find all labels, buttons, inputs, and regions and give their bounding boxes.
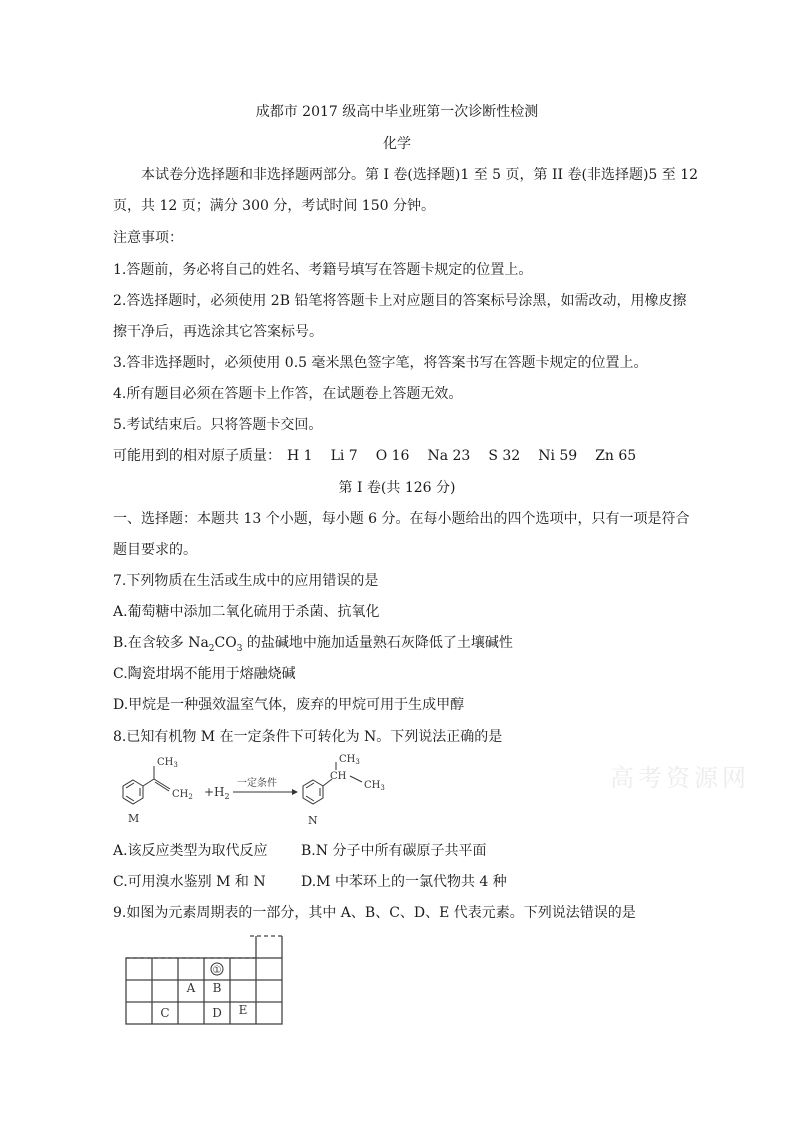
bond (154, 779, 170, 789)
arrow-head (292, 789, 298, 795)
notes-heading: 注意事项： (113, 230, 183, 246)
reaction-condition: 一定条件 (237, 778, 277, 789)
q7-b-text: B.在含较多 Na (113, 635, 209, 651)
note-3: 3.答非选择题时，必须使用 0.5 毫米黑色签字笔，将答案书写在答题卡规定的位置上。 (113, 355, 648, 371)
bond (143, 779, 154, 786)
q9-stem: 9.如图为元素周期表的一部分，其中 A、B、C、D、E 代表元素。下列说法错误的是 (113, 905, 636, 921)
q7-b-text: CO (214, 635, 237, 651)
molecule-m (123, 766, 170, 804)
atomic-mass-line (113, 446, 654, 466)
section-instruction-2: 题目要求的。 (113, 542, 197, 558)
exam-title: 成都市 2017 级高中毕业班第一次诊断性检测 (255, 104, 539, 120)
q7-option-a: A.葡萄糖中添加二氧化硫用于杀菌、抗氧化 (113, 604, 380, 620)
atomic-mass-item: S 32 (488, 448, 521, 464)
cell-b: B (212, 981, 222, 995)
section-instruction-1: 一、选择题：本题共 13 个小题，每小题 6 分。在每小题给出的四个选项中，只有一项是符合 (113, 511, 690, 527)
ch2-label: $CH_2$ (172, 789, 193, 801)
q8-stem: 8.已知有机物 M 在一定条件下可转化为 N。下列说法正确的是 (113, 729, 503, 745)
atomic-mass-item: O 16 (375, 448, 410, 464)
atomic-mass-item: Na 23 (427, 448, 471, 464)
ch3-label: $CH_3$ (157, 757, 178, 769)
atomic-mass-item: Ni 59 (538, 448, 578, 464)
q7-option-b (113, 633, 513, 659)
subject-title: 化学 (383, 136, 411, 152)
ch-label: CH (330, 771, 347, 782)
subscript: 3 (236, 643, 243, 654)
label-n: N (308, 814, 318, 827)
periodic-table-fragment (120, 930, 290, 1030)
q7-b-text: 的盐碱地中施加适量熟石灰降低了土壤碱性 (242, 635, 513, 651)
atomic-mass-item: H 1 (287, 448, 313, 464)
cell-d: D (212, 1006, 222, 1020)
note-1: 1.答题前，务必将自己的姓名、考籍号填写在答题卡规定的位置上。 (113, 262, 533, 278)
cell-c: C (160, 1006, 170, 1020)
reaction-scheme (110, 752, 410, 832)
subscript: 2 (208, 643, 215, 654)
q7-stem: 7.下列物质在生活或生成中的应用错误的是 (113, 573, 379, 589)
plus-h2: $+H_2$ (204, 785, 230, 801)
ch3-label: $CH_3$ (339, 754, 360, 766)
q8-option-c: C.可用溴水鉴别 M 和 N (113, 874, 266, 890)
molecule-n (303, 762, 362, 804)
section-title: 第 I 卷(共 126 分) (338, 480, 456, 496)
note-5: 5.考试结束后。只将答题卡交回。 (113, 417, 323, 433)
cell-e: E (238, 1003, 248, 1017)
q8-option-d: D.M 中苯环上的一氯代物共 4 种 (301, 874, 507, 890)
q7-option-c: C.陶瓷坩埚不能用于熔融烧碱 (113, 666, 296, 682)
cell-marker-1: ① (212, 965, 222, 976)
q8-option-b: B.N 分子中所有碳原子共平面 (301, 843, 487, 859)
atomic-mass-item: Li 7 (330, 448, 358, 464)
watermark: 高考资源网 (610, 764, 750, 792)
atomic-mass-item: Zn 65 (595, 448, 637, 464)
note-2a: 2.答选择题时，必须使用 2B 铅笔将答题卡上对应题目的答案标号涂黑，如需改动，用橡皮擦 (113, 293, 687, 309)
note-4: 4.所有题目必须在答题卡上作答，在试题卷上答题无效。 (113, 386, 463, 402)
intro-line-2: 页，共 12 页；满分 300 分，考试时间 150 分钟。 (113, 198, 435, 214)
atomic-mass-label: 可能用到的相对原子质量： (113, 448, 281, 464)
intro-line-1: 本试卷分选择题和非选择题两部分。第 I 卷(选择题)1 至 5 页，第 II 卷(非选择题)5 至 12 (141, 167, 699, 183)
q8-option-a: A.该反应类型为取代反应 (113, 843, 268, 859)
q7-option-d: D.甲烷是一种强效温室气体，废弃的甲烷可用于生成甲醇 (113, 697, 465, 713)
note-2b: 擦干净后，再选涂其它答案标号。 (113, 324, 323, 340)
cell-a: A (186, 981, 196, 995)
label-m: M (128, 812, 140, 825)
ch3-label: $CH_3$ (364, 780, 385, 792)
bond (350, 776, 362, 782)
